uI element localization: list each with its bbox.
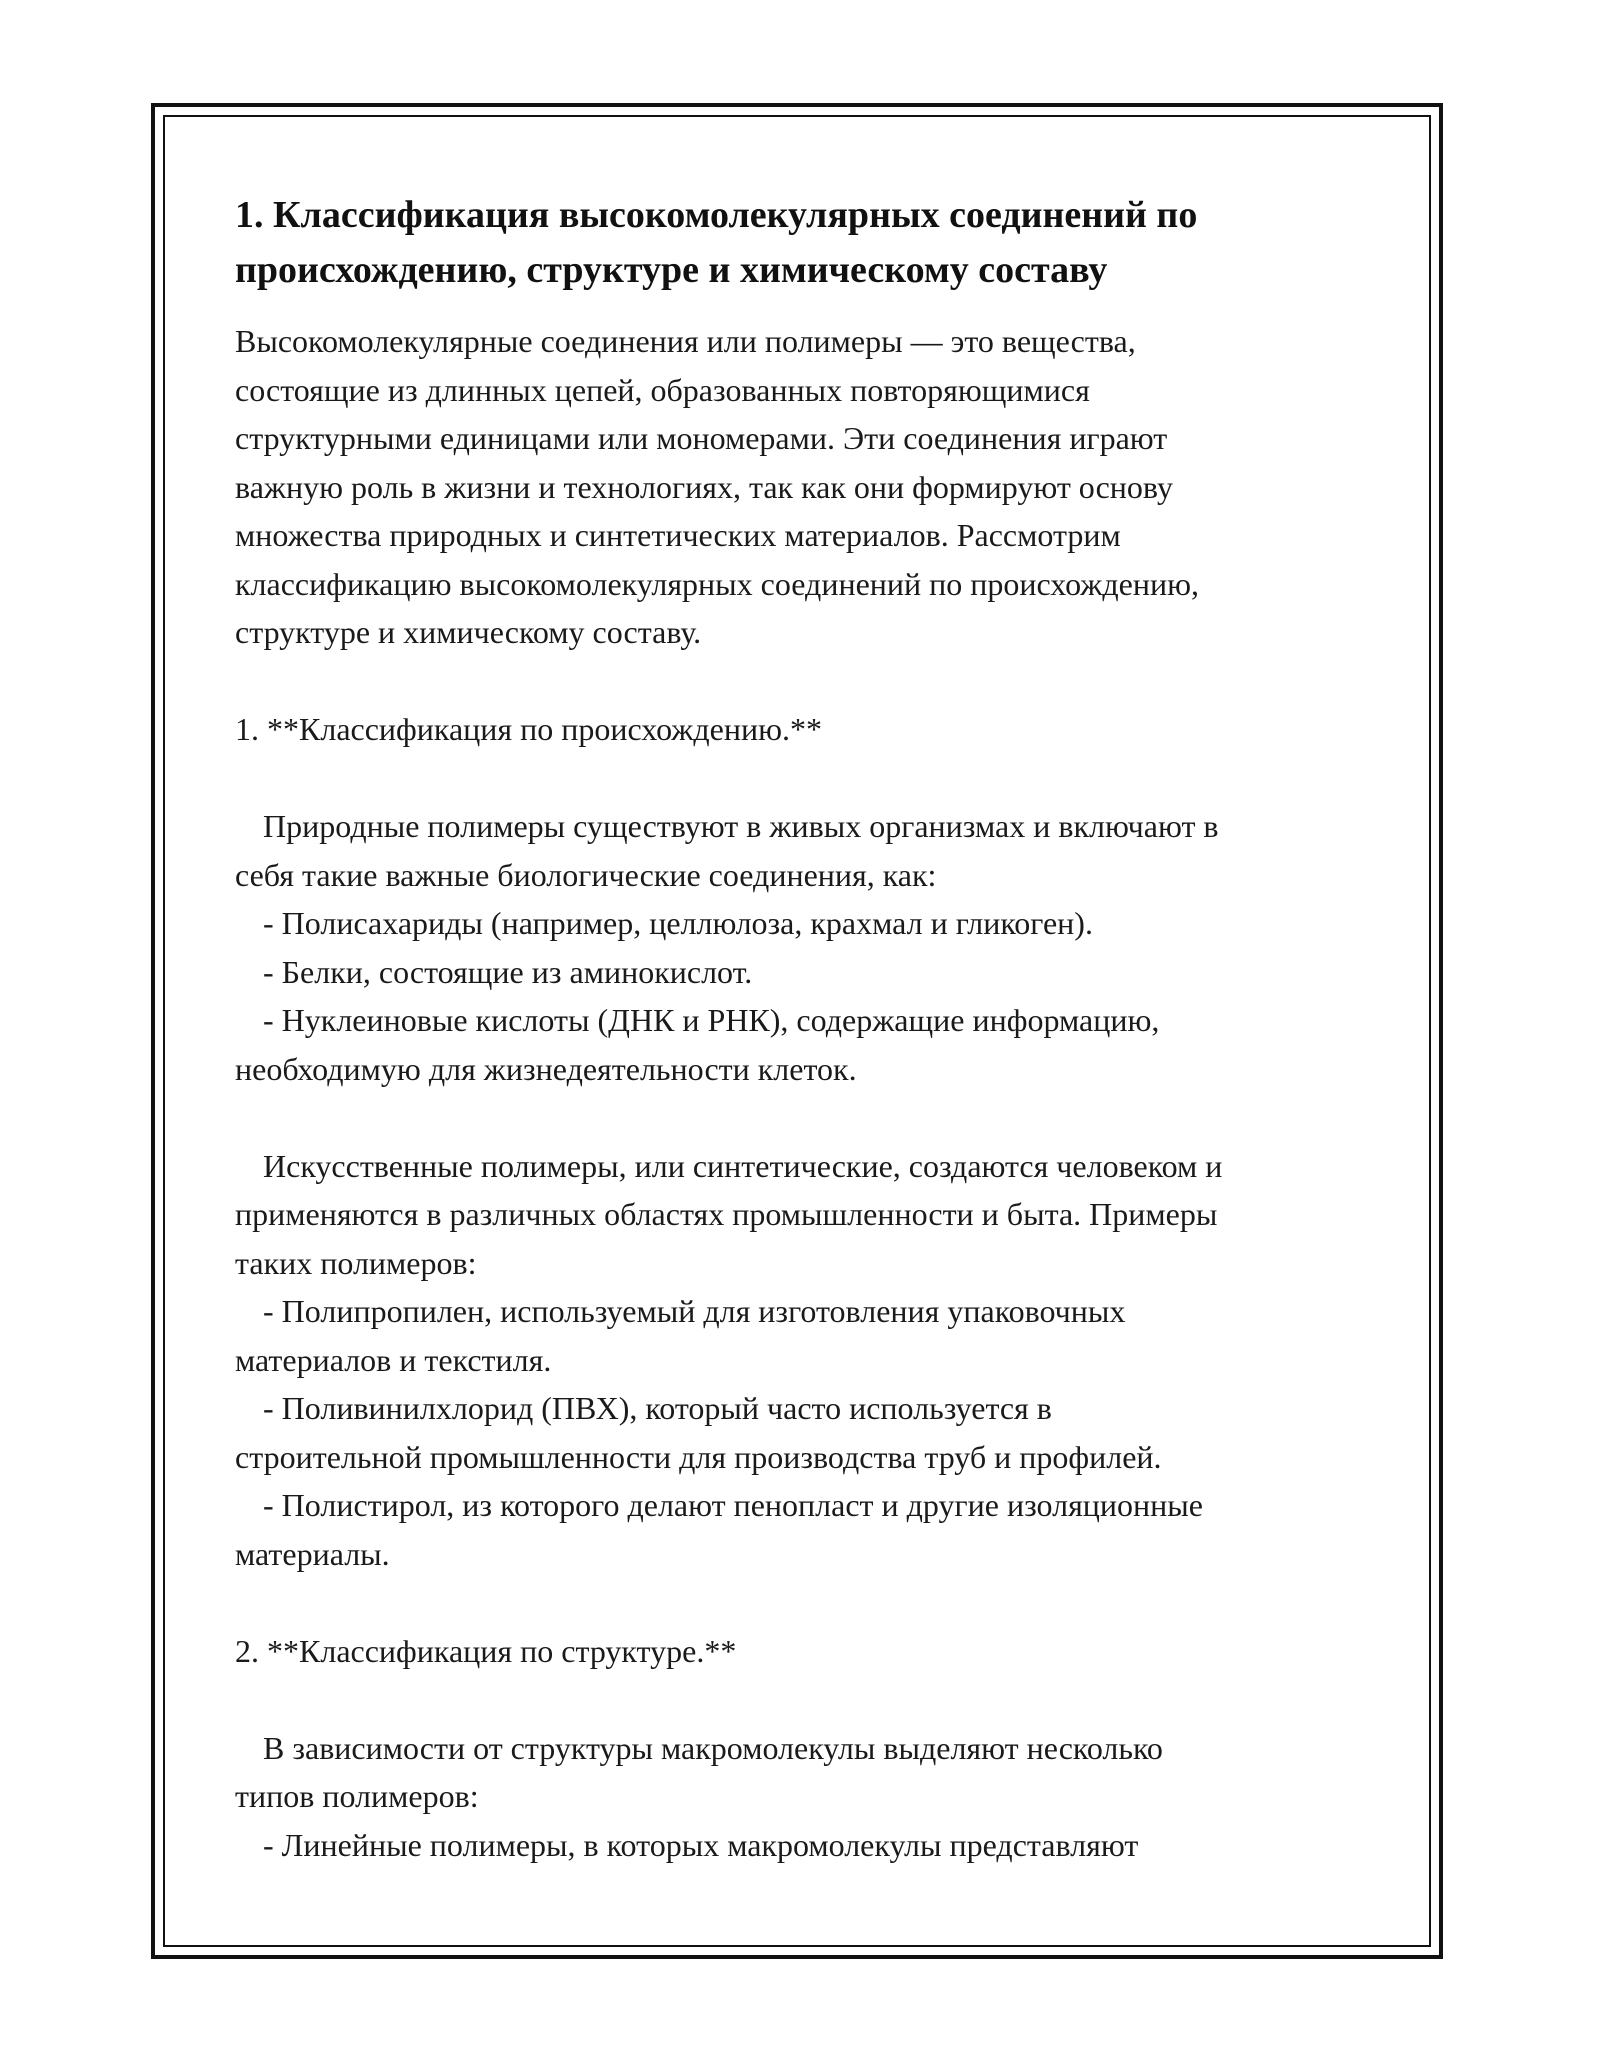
blank-line	[235, 1093, 1380, 1142]
text-line: структурными единицами или мономерами. Эти соединения играют	[235, 420, 1168, 456]
section-heading: 2. **Классификация по структуре.**	[235, 1632, 737, 1669]
structure-paragraph	[235, 1724, 1380, 1870]
document-body	[235, 317, 1380, 1869]
text-line: строительной промышленности для производства труб и профилей.	[235, 1438, 1162, 1475]
intro-paragraph	[235, 317, 1380, 657]
title-line: происхождению, структуре и химическому составу	[235, 249, 1108, 291]
title-line: 1. Классификация высокомолекулярных соединений по	[235, 194, 1198, 236]
text-line: себя такие важные биологические соединения, как:	[235, 856, 937, 893]
text-line: множества природных и синтетических материалов. Рассмотрим	[235, 517, 1121, 553]
list-item: - Полистирол, из которого делают пенопласт и другие изоляционные	[263, 1487, 1203, 1523]
text-line: важную роль в жизни и технологиях, так как они формируют основу	[235, 468, 1173, 505]
blank-line	[235, 1578, 1380, 1627]
natural-polymers-paragraph	[235, 802, 1380, 1093]
blank-line	[235, 1675, 1380, 1724]
text-line: таких полимеров:	[235, 1244, 477, 1281]
blank-line	[235, 657, 1380, 706]
text-line: Высокомолекулярные соединения или полимеры — это вещества,	[235, 323, 1136, 359]
list-item: - Белки, состоящие из аминокислот.	[263, 953, 753, 990]
list-item: - Полипропилен, используемый для изготовления упаковочных	[263, 1293, 1126, 1329]
text-line: Искусственные полимеры, или синтетические, создаются человеком и	[263, 1147, 1223, 1184]
document-content	[235, 188, 1380, 1869]
text-line: материалов и текстиля.	[235, 1341, 552, 1378]
text-line: применяются в различных областях промышленности и быта. Примеры	[235, 1196, 1218, 1232]
text-line: состоящие из длинных цепей, образованных повторяющимися	[235, 371, 1090, 408]
blank-line	[235, 754, 1380, 803]
text-line: классификацию высокомолекулярных соединений по происхождению,	[235, 565, 1200, 602]
text-line: необходимую для жизнедеятельности клеток.	[235, 1050, 857, 1087]
text-line: Природные полимеры существуют в живых организмах и включают в	[263, 808, 1219, 844]
text-line: материалы.	[235, 1535, 390, 1572]
document-title	[235, 188, 1380, 298]
list-item: - Нуклеиновые кислоты (ДНК и РНК), содержащие информацию,	[263, 1002, 1160, 1038]
text-line: В зависимости от структуры макромолекулы выделяют несколько	[263, 1729, 1163, 1766]
list-item: - Поливинилхлорид (ПВХ), который часто используется в	[263, 1390, 1052, 1426]
section-heading: 1. **Классификация по происхождению.**	[235, 711, 823, 747]
list-item: - Линейные полимеры, в которых макромолекулы представляют	[263, 1826, 1139, 1863]
text-line: типов полимеров:	[235, 1778, 479, 1814]
list-item: - Полисахариды (например, целлюлоза, крахмал и гликоген).	[263, 905, 1093, 941]
text-line: структуре и химическому составу.	[235, 614, 702, 650]
synthetic-polymers-paragraph	[235, 1142, 1380, 1579]
